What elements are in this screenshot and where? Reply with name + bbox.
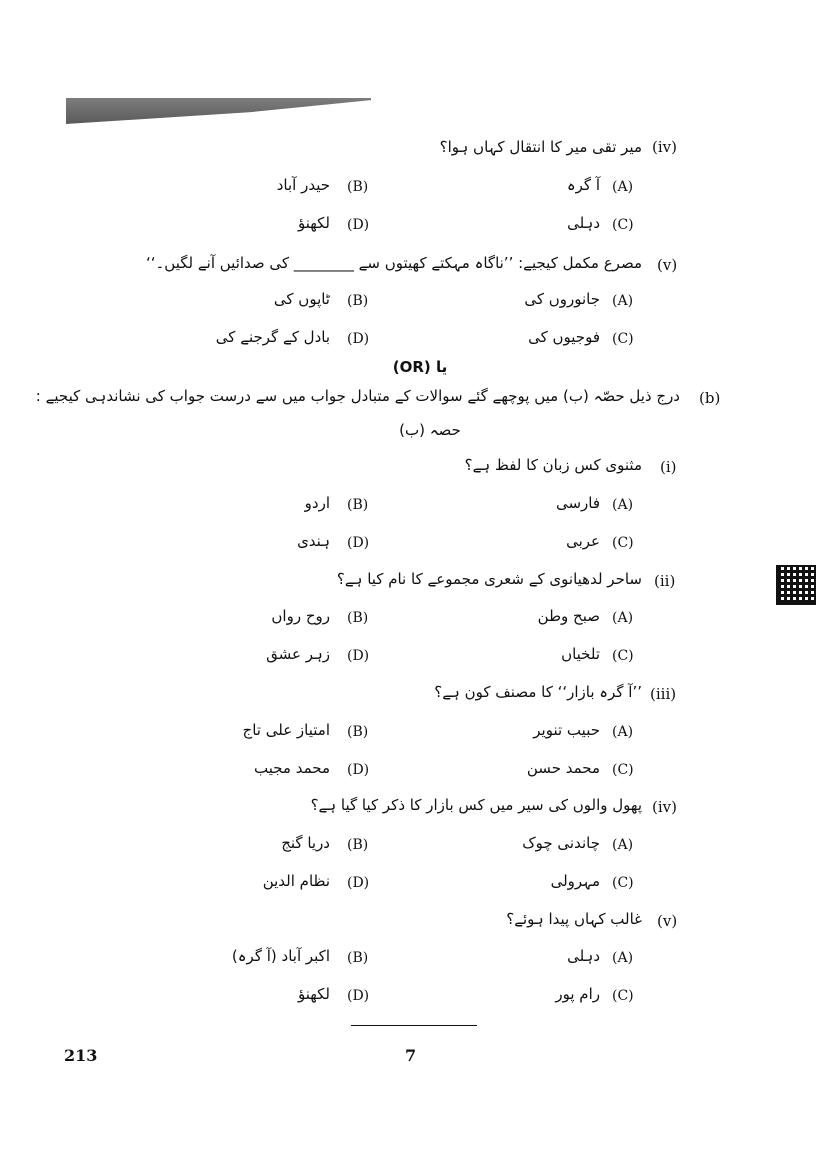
question-number: (iv) [652, 138, 677, 156]
or-label: یا (OR) [392, 358, 448, 376]
option-label: (C) [612, 331, 634, 347]
option-label: (B) [347, 837, 369, 853]
option-label: (D) [347, 535, 370, 551]
section-heading: حصہ (ب) [399, 421, 461, 439]
option-text: ہندی [297, 532, 330, 550]
question-number: (iv) [652, 798, 677, 816]
footer-divider [351, 1025, 477, 1026]
question-number: (v) [657, 912, 678, 930]
paper-code: 213 [64, 1046, 98, 1065]
option-text: دہلی [567, 947, 600, 965]
option-text: لکھنؤ [297, 985, 330, 1003]
option-text: مہرولی [550, 872, 600, 890]
option-label: (A) [612, 179, 634, 195]
option-text: ٹاپوں کی [273, 290, 330, 308]
option-label: (B) [347, 179, 369, 195]
option-text: لکھنؤ [297, 214, 330, 232]
option-label: (C) [612, 217, 634, 233]
option-label: (A) [612, 724, 634, 740]
question-number: (v) [657, 256, 678, 274]
option-text: آ گرہ [566, 176, 600, 194]
option-label: (D) [347, 988, 370, 1004]
option-text: تلخیاں [561, 645, 600, 663]
option-label: (B) [347, 610, 369, 626]
section-instruction: درج ذیل حصّہ (ب) میں پوچھے گئے سوالات کے متبادل جواب میں سے درست جواب کی نشاندہی کیجیے : [35, 387, 680, 405]
question-text: میر تقی میر کا انتقال کہاں ہوا؟ [439, 138, 642, 156]
question-text: پھول والوں کی سیر میں کس بازار کا ذکر کیا گیا ہے؟ [310, 796, 642, 814]
option-label: (C) [612, 535, 634, 551]
question-number: (i) [660, 458, 677, 476]
option-label: (C) [612, 875, 634, 891]
option-text: فوجیوں کی [528, 328, 600, 346]
option-label: (A) [612, 610, 634, 626]
question-text: ساحر لدھیانوی کے شعری مجموعے کا نام کیا ہے؟ [336, 570, 642, 588]
option-text: نظام الدین [262, 872, 330, 890]
option-label: (A) [612, 293, 634, 309]
qr-code-icon [776, 565, 816, 605]
option-label: (D) [347, 331, 370, 347]
option-label: (B) [347, 293, 369, 309]
option-label: (B) [347, 497, 369, 513]
option-text: صبح وطن [537, 607, 600, 625]
section-letter: (b) [699, 389, 721, 407]
option-text: اکبر آباد (آ گرہ) [231, 947, 330, 965]
option-label: (A) [612, 950, 634, 966]
option-label: (D) [347, 762, 370, 778]
option-text: روح رواں [271, 607, 330, 625]
option-label: (D) [347, 875, 370, 891]
option-label: (B) [347, 724, 369, 740]
option-label: (C) [612, 762, 634, 778]
page-number: 7 [405, 1046, 417, 1065]
question-text: ’’آ گرہ بازار‘‘ کا مصنف کون ہے؟ [434, 683, 642, 701]
question-number: (ii) [654, 572, 676, 590]
option-text: جانوروں کی [524, 290, 600, 308]
option-label: (A) [612, 837, 634, 853]
option-label: (C) [612, 648, 634, 664]
option-text: محمد مجیب [253, 759, 330, 777]
question-text: غالب کہاں پیدا ہوئے؟ [506, 910, 642, 928]
option-text: فارسی [555, 494, 600, 512]
option-text: رام پور [555, 985, 600, 1003]
option-text: چاندنی چوک [522, 834, 600, 852]
option-text: زہر عشق [266, 645, 330, 663]
option-text: حیدر آباد [276, 176, 330, 194]
option-text: امتیاز علی تاج [242, 721, 330, 739]
option-text: دہلی [567, 214, 600, 232]
option-label: (A) [612, 497, 634, 513]
option-text: محمد حسن [526, 759, 600, 777]
option-label: (D) [347, 217, 370, 233]
option-text: حبیب تنویر [533, 721, 600, 739]
option-text: دریا گنج [281, 834, 330, 852]
option-text: بادل کے گرجنے کی [215, 328, 330, 346]
question-text: مصرع مکمل کیجیے: ’’ناگاہ مہکتے کھیتوں سے ________ کی صدائیں آنے لگیں۔‘‘ [145, 254, 642, 272]
header-decor-bar [66, 98, 371, 124]
question-text: مثنوی کس زبان کا لفظ ہے؟ [464, 456, 642, 474]
option-text: اردو [304, 494, 330, 512]
question-number: (iii) [650, 685, 677, 703]
option-text: عربی [566, 532, 600, 550]
option-label: (C) [612, 988, 634, 1004]
option-label: (B) [347, 950, 369, 966]
option-label: (D) [347, 648, 370, 664]
